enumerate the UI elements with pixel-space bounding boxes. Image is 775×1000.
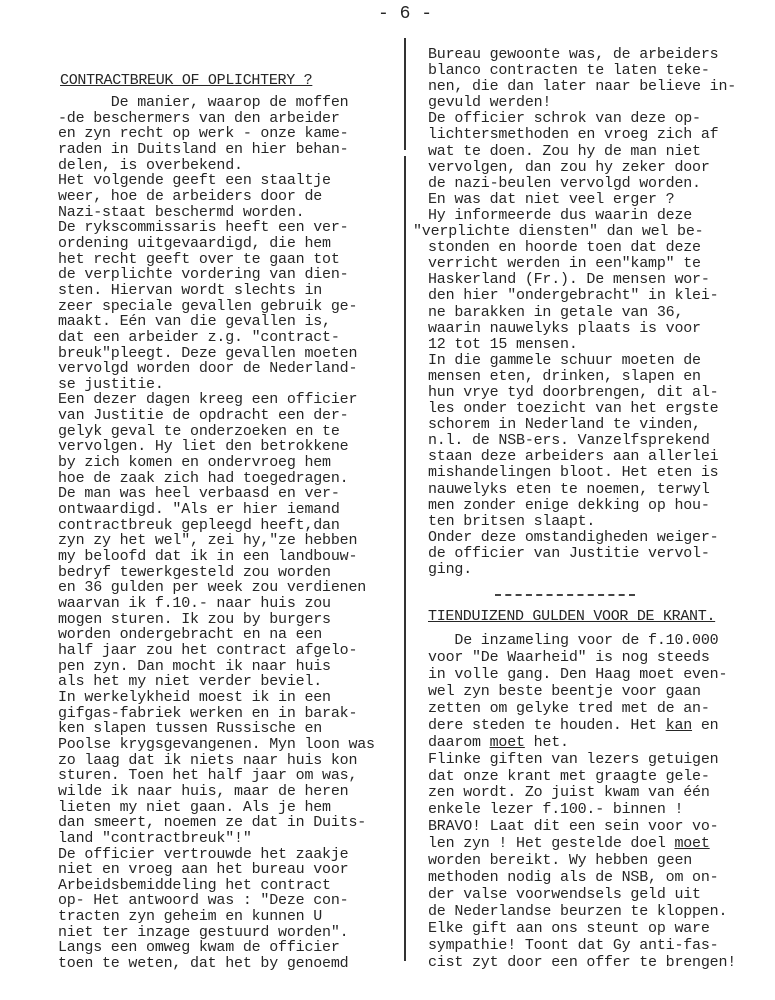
text-line: zo laag dat ik niets naar huis kon — [58, 751, 358, 769]
text-line: op- Het antwoord was : "Deze con- — [58, 892, 349, 910]
right-column-text — [413, 46, 737, 578]
text-line: Een dezer dagen kreeg een officier — [58, 391, 358, 409]
text-line: worden bereikt. Wy hebben geen — [428, 852, 693, 870]
text-line: raden in Duitsland en hier behan- — [58, 140, 349, 158]
text-line: ontwaardigd. "Als er hier iemand — [58, 501, 340, 519]
text-line: wilde ik naar huis, maar de heren — [58, 782, 349, 800]
text-line: ten britsen slaapt. — [428, 512, 596, 530]
text-line: bedryf tewerkgesteld zou worden — [58, 563, 331, 581]
text-line: land "contractbreuk"!" — [58, 829, 252, 847]
text-line: sten. Hiervan wordt slechts in — [58, 281, 323, 299]
text-line: 12 tot 15 mensen. — [428, 335, 578, 353]
text-line: De man was heel verbaasd en ver- — [58, 485, 340, 503]
text-line: enkele lezer f.100.- binnen ! — [428, 801, 684, 819]
text-line: Bureau gewoonte was, de arbeiders — [428, 46, 719, 63]
text-line: hoe de zaak zich had toegedragen. — [58, 469, 349, 487]
text-line: -de beschermers van den arbeider — [58, 109, 340, 127]
text-line: In werkelykheid moest ik in een — [58, 688, 331, 706]
text-line: my beloofd dat ik in een landbouw- — [58, 548, 358, 566]
page-number: - 6 - — [378, 4, 433, 24]
text-line: der valse voorwendsels geld uit — [428, 886, 701, 904]
text-line: methoden nodig als de NSB, om on- — [428, 869, 719, 887]
text-line: sympathie! Toont dat Gy anti-fas- — [428, 936, 719, 954]
text-line: de verplichte vordering van dien- — [58, 266, 349, 284]
text-line: de Nederlandse beurzen te kloppen. — [428, 903, 728, 920]
text-line: en 36 gulden per week zou verdienen — [58, 579, 367, 597]
text-line: wel zyn beste beentje voor gaan — [428, 682, 701, 700]
text-line: En was dat niet veel erger ? — [428, 190, 675, 208]
article-title-contractbreuk: CONTRACTBREUK OF OPLICHTERY ? — [60, 72, 313, 89]
underlined-word: kan — [665, 716, 693, 734]
text-line: Poolse krygsgevangenen. Myn loon was — [58, 735, 375, 753]
text-line: BRAVO! Laat dit een sein voor vo- — [428, 818, 719, 836]
text-line: ken slapen tussen Russische en — [58, 720, 323, 738]
text-line: als het my niet verder beviel. — [58, 673, 323, 691]
text-segment: het. — [524, 733, 569, 751]
article2-text — [428, 633, 736, 972]
text-line: niet ter inzage gestuurd worden". — [58, 923, 349, 941]
section-separator — [495, 586, 635, 596]
text-line: Onder deze omstandigheden weiger- — [428, 528, 719, 546]
text-segment: len zyn ! Het gestelde doel — [428, 835, 675, 853]
text-line: vervolgen, dan zou hy zeker door — [428, 158, 710, 176]
text-line: half jaar zou het contract afgelo- — [58, 641, 358, 659]
text-line: De inzameling voor de f.10.000 — [428, 632, 719, 649]
text-line: De manier, waarop de moffen — [58, 94, 349, 111]
text-line: gevuld werden! — [428, 94, 552, 112]
text-line: mogen sturen. Ik zou by burgers — [58, 610, 331, 628]
text-line: nauwelyks eten te noemen, terwyl — [428, 480, 710, 498]
text-line: zeer speciale gevallen gebruik ge- — [58, 297, 358, 315]
text-line: Haskerland (Fr.). De mensen wor- — [428, 271, 710, 289]
text-line — [428, 836, 736, 853]
text-line: Hy informeerde dus waarin deze — [428, 206, 693, 224]
text-line: zetten om gelyke tred met de an- — [428, 699, 710, 717]
text-line: men zonder enige dekking op hou- — [428, 496, 710, 514]
left-column-text — [58, 95, 375, 972]
text-line: Het volgende geeft een staaltje — [58, 172, 331, 190]
text-line: De rykscommissaris heeft een ver- — [58, 219, 349, 237]
text-line: se justitie. — [58, 375, 164, 393]
text-line: tracten zyn geheim en kunnen U — [58, 908, 323, 926]
text-line — [428, 718, 736, 735]
text-line: van Justitie de opdracht een der- — [58, 407, 349, 425]
text-line: staan deze arbeiders aan allerlei — [428, 448, 719, 466]
text-line: en zyn recht op werk - onze kame- — [58, 125, 349, 143]
text-line: mishandelingen bloot. Het eten is — [428, 464, 719, 482]
text-line: den hier "ondergebracht" in klei- — [428, 287, 719, 305]
text-line: Elke gift aan ons steunt op ware — [428, 919, 710, 937]
text-line: maakt. Eén van die gevallen is, — [58, 313, 331, 331]
text-line: contractbreuk gepleegd heeft,dan — [58, 516, 340, 534]
text-line: pen zyn. Dan mocht ik naar huis — [58, 657, 331, 675]
text-line: schorem in Nederland te vinden, — [428, 416, 701, 434]
text-line: zen wordt. Zo juist kwam van één — [428, 784, 710, 802]
text-line: breuk"pleegt. Deze gevallen moeten — [58, 344, 358, 362]
text-line: niet en vroeg aan het bureau voor — [58, 861, 349, 879]
text-segment: en — [692, 716, 719, 734]
text-line: De officier schrok van deze op- — [428, 110, 701, 128]
text-line: les onder toezicht van het ergste — [428, 400, 719, 418]
text-line: by zich komen en ondervroeg hem — [58, 454, 331, 472]
text-line: Langs een omweg kwam de officier — [58, 939, 340, 957]
text-line: verricht werden in een"kamp" te — [428, 255, 701, 273]
text-line: waarvan ik f.10.- naar huis zou — [58, 595, 331, 612]
text-line: mensen eten, drinken, slapen en — [428, 367, 701, 385]
text-line: De officier vertrouwde het zaakje — [58, 845, 349, 863]
text-line: hun vrye tyd doorbrengen, dit al- — [428, 383, 719, 401]
text-line: dan smeert, noemen ze dat in Duits- — [58, 814, 367, 832]
text-line: cist zyt door een offer te brengen! — [428, 953, 737, 971]
text-line: sturen. Toen het half jaar om was, — [58, 767, 358, 785]
text-line: de officier van Justitie vervol- — [428, 544, 710, 562]
text-line: Arbeidsbemiddeling het contract — [58, 876, 331, 894]
text-line: lieten my niet gaan. Als je hem — [58, 798, 331, 816]
article-title-tienduizend: TIENDUIZEND GULDEN VOOR DE KRANT. — [428, 608, 716, 625]
text-segment: daarom — [428, 733, 490, 751]
text-line: worden ondergebracht en na een — [58, 626, 323, 644]
text-line — [428, 735, 736, 752]
text-line: zyn zy het wel", zei hy,"ze hebben — [58, 532, 358, 550]
text-line: ging. — [428, 561, 473, 578]
text-line: Nazi-staat beschermd worden. — [58, 203, 305, 221]
text-line: waarin nauwelyks plaats is voor — [428, 319, 701, 337]
text-line: gelyk geval te onderzoeken en te — [58, 422, 340, 440]
text-line: vervolgen. Hy liet den betrokkene — [58, 438, 349, 456]
text-line: dat een arbeider z.g. "contract- — [58, 328, 340, 346]
underlined-word: moet — [674, 835, 710, 853]
text-line: delen, is overbekend. — [58, 156, 243, 174]
text-line: in volle gang. Den Haag moet even- — [428, 665, 728, 683]
column-divider — [404, 38, 406, 150]
text-line: lichtersmethoden en vroeg zich af — [428, 126, 719, 144]
text-line: ne barakken in getale van 36, — [428, 303, 684, 321]
text-line: ordening uitgevaardigd, die hem — [58, 234, 331, 252]
text-line: stonden en hoorde toen dat deze — [428, 239, 701, 257]
underlined-word: moet — [489, 733, 525, 751]
text-line: dat onze krant met graagte gele- — [428, 767, 710, 785]
text-line: n.l. de NSB-ers. Vanzelfsprekend — [428, 432, 710, 450]
column-divider — [404, 156, 406, 961]
text-line: de nazi-beulen vervolgd worden. — [428, 174, 701, 192]
text-line: "verplichte diensten" dan wel be- — [413, 223, 704, 241]
text-line: voor "De Waarheid" is nog steeds — [428, 648, 710, 666]
text-line: vervolgd worden door de Nederland- — [58, 360, 358, 378]
text-line: In die gammele schuur moeten de — [428, 351, 701, 369]
text-line: toen te weten, dat het by genoemd — [58, 955, 349, 973]
text-line: gifgas-fabriek werken en in barak- — [58, 704, 358, 722]
text-segment: dere steden te houden. Het — [428, 716, 666, 734]
text-line: weer, hoe de arbeiders door de — [58, 187, 323, 205]
text-line: het recht geeft over te gaan tot — [58, 250, 340, 268]
text-line: blanco contracten te laten teke- — [428, 62, 710, 80]
text-line: wat te doen. Zou hy de man niet — [428, 142, 701, 160]
text-line: Flinke giften van lezers getuigen — [428, 750, 719, 768]
text-line: nen, die dan later naar believe in- — [428, 78, 737, 96]
